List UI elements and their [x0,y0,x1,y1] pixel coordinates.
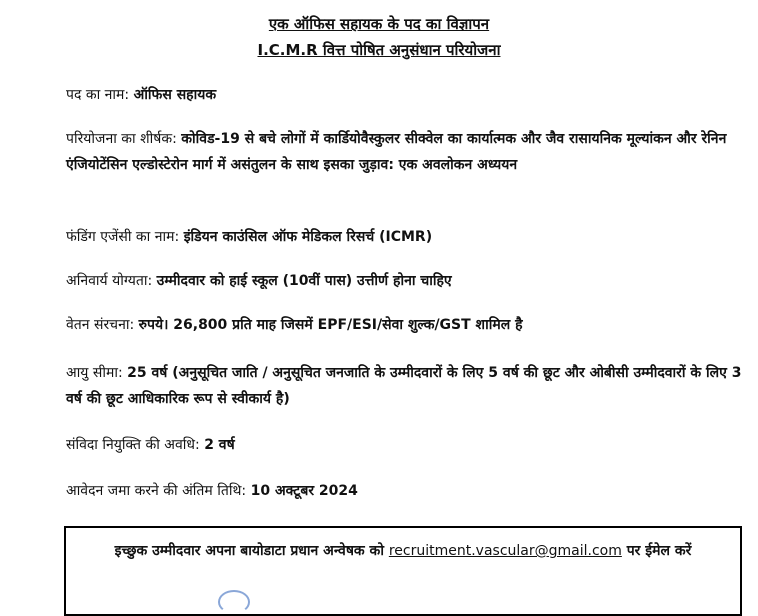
field-value: कोविड-19 से बचे लोगों में कार्डियोवैस्कुलर सीक्वेल का कार्यात्मक और जैव रासायनिक मूल्यांकन और रेनिन एंजियोटेंसिन एल्डोस्टेरोन मार्ग में असंतुलन के साथ इसका जुड़ाव: एक अवलोकन अध्ययन [66,131,727,173]
field-salary [66,312,742,338]
notice-box [64,526,742,616]
page-subtitle: I.C.M.R वित्त पोषित अनुसंधान परियोजना [257,41,501,59]
field-last-date [66,478,742,504]
field-value: 10 अक्टूबर 2024 [250,483,358,499]
email-link[interactable]: recruitment.vascular@gmail.com [388,543,622,559]
field-value: उम्मीदवार को हाई स्कूल (10वीं पास) उत्तीर्ण होना चाहिए [156,273,452,289]
field-age-limit [66,360,742,412]
pen-mark [218,590,250,614]
field-post-name [66,82,742,108]
field-value: 2 वर्ष [204,437,235,453]
field-value: ऑफिस सहायक [133,87,217,103]
field-label: अनिवार्य योग्यता: [66,273,153,289]
field-label: फंडिंग एजेंसी का नाम: [66,229,180,245]
field-label: आवेदन जमा करने की अंतिम तिथि: [66,483,247,499]
field-label: वेतन संरचना: [66,317,135,333]
field-label: संविदा नियुक्ति की अवधि: [66,437,200,453]
field-qualification [66,268,742,294]
field-value: इंडियन काउंसिल ऑफ मेडिकल रिसर्च (ICMR) [183,229,433,245]
field-project-title [66,126,742,178]
field-value: 25 वर्ष (अनुसूचित जाति / अनुसूचित जनजाति के उम्मीदवारों के लिए 5 वर्ष की छूट और ओबीसी उम्मीदवारों के लिए 3 वर्ष की छूट आधिकारिक रूप से स्वीकार्य है) [66,365,742,407]
field-value: रुपये। 26,800 प्रति माह जिसमें EPF/ESI/सेवा शुल्क/GST शामिल है [138,317,523,333]
notice-suffix: पर ईमेल करें [626,543,692,559]
field-contract-duration [66,432,742,458]
notice-prefix: इच्छुक उम्मीदवार अपना बायोडाटा प्रधान अन्वेषक को [114,543,384,559]
field-label: पद का नाम: [66,87,130,103]
field-label: परियोजना का शीर्षक: [66,131,177,147]
field-label: आयु सीमा: [66,365,123,381]
field-funding-agency [66,224,742,250]
page-title: एक ऑफिस सहायक के पद का विज्ञापन [268,15,490,33]
